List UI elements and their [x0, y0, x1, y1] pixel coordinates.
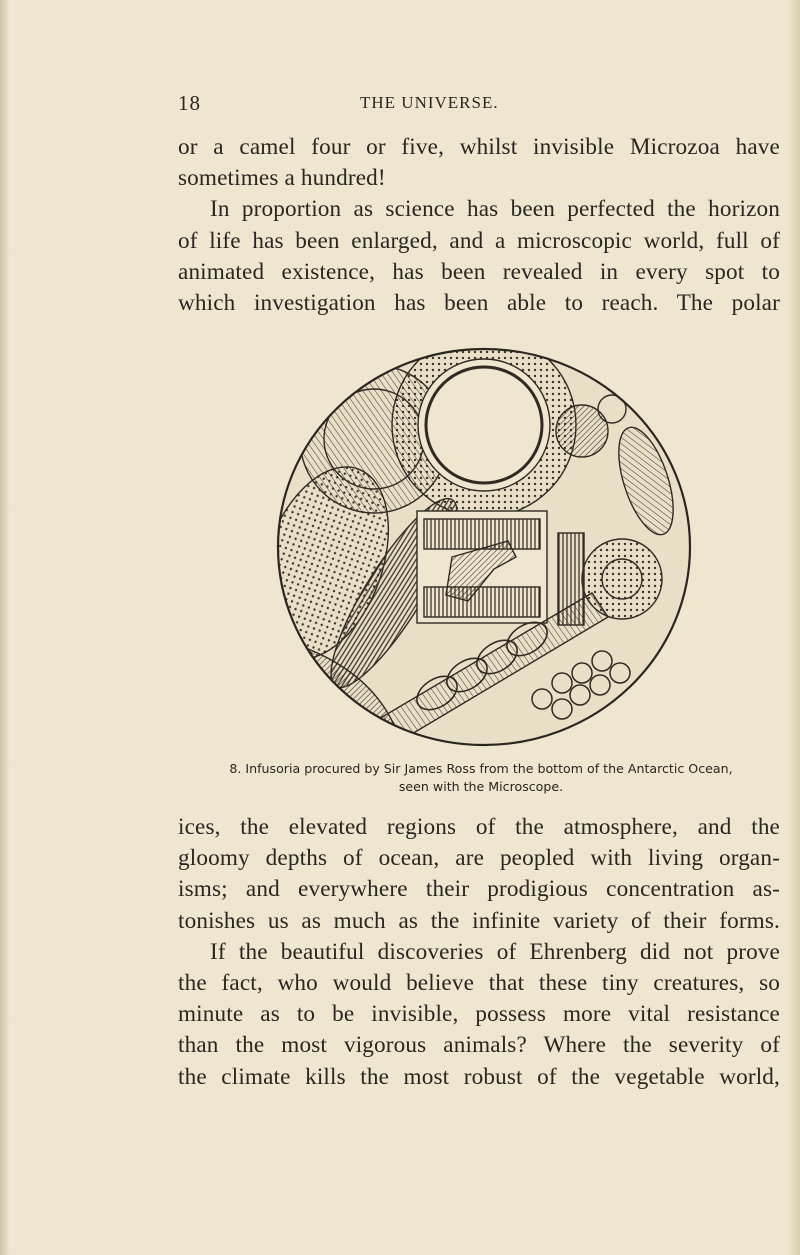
- text-line: minute as to be invisible, possess more vital resistance: [178, 1001, 780, 1028]
- paragraph-top: [178, 132, 780, 319]
- text-line: animated existence, has been revealed in every spot to: [178, 258, 780, 285]
- text-line: the fact, who would believe that these tiny creatures, so: [178, 969, 780, 996]
- text-line: sometimes a hundred!: [178, 165, 386, 192]
- text-line: If the beautiful discoveries of Ehrenberg did not prove: [210, 938, 780, 965]
- caption-line: 8. Infusoria procured by Sir James Ross from the bottom of the Antarctic Ocean,: [229, 761, 733, 776]
- text-line: the climate kills the most robust of the vegetable world,: [178, 1063, 780, 1090]
- running-head: [0, 91, 800, 117]
- text-line: than the most vigorous animals? Where the severity of: [178, 1032, 780, 1059]
- infusoria-illustration: [262, 343, 706, 751]
- text-line: tonishes us as much as the infinite variety of their forms.: [178, 907, 780, 934]
- page-edge-left: [0, 0, 10, 1255]
- text-line: gloomy depths of ocean, are peopled with living organ-: [178, 845, 780, 872]
- page-edge-right: [788, 0, 800, 1255]
- text-line: which investigation has been able to reach. The polar: [178, 289, 780, 316]
- paragraph-bottom: [178, 812, 780, 1093]
- text-line: or a camel four or five, whilst invisible Microzoa have: [178, 134, 780, 160]
- text-line: In proportion as science has been perfected the horizon: [210, 196, 780, 223]
- caption-line: seen with the Microscope.: [398, 779, 564, 794]
- text-line: ices, the elevated regions of the atmosphere, and the: [178, 814, 780, 840]
- running-head-title: THE UNIVERSE.: [360, 93, 499, 112]
- text-line: of life has been enlarged, and a microscopic world, full of: [178, 227, 780, 254]
- text-line: isms; and everywhere their prodigious concentration as-: [178, 876, 780, 903]
- figure-caption: [180, 760, 782, 796]
- page-number: 18: [178, 91, 201, 115]
